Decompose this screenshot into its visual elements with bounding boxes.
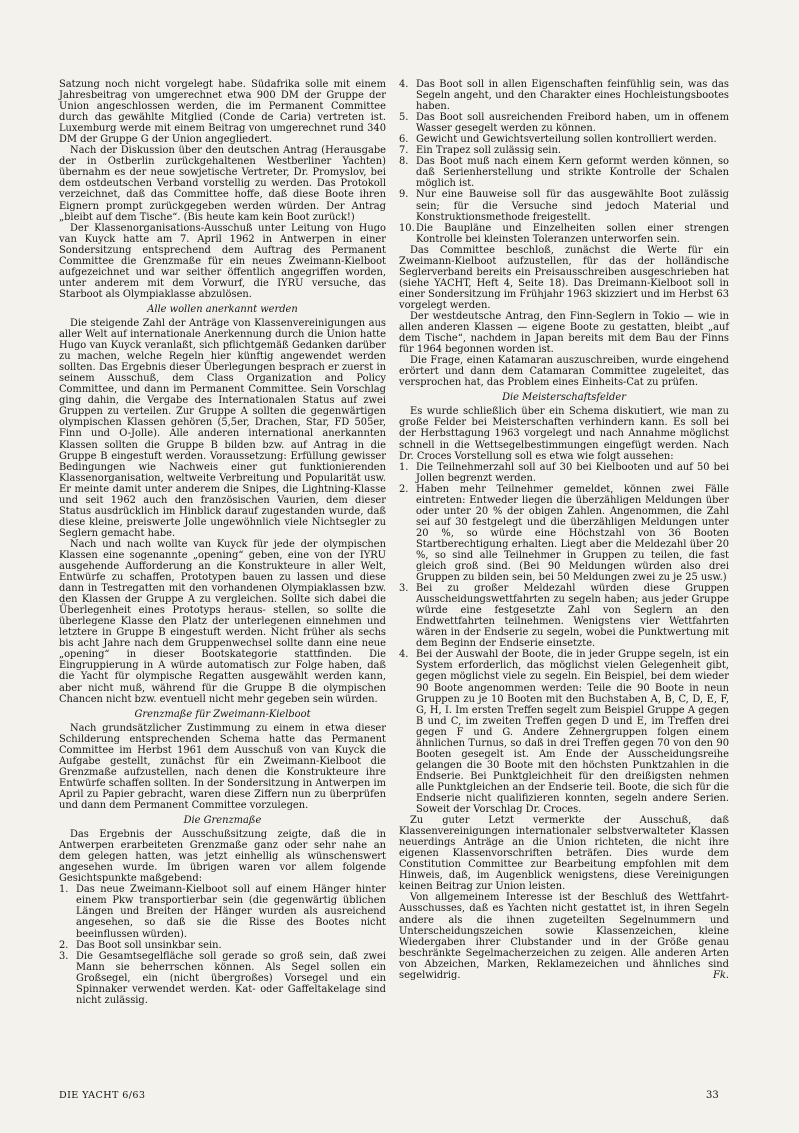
list-text: Die Baupläne und Einzelheiten sollen einer strengen Kontrolle bei kleinsten Toleranzen unterworfen sein. — [416, 222, 729, 245]
list-text: Das Boot muß nach einem Kern geformt werden können, so daß Serienherstellung und strikte Kontrolle der Schalen möglich ist. — [416, 156, 729, 190]
paragraph: Es wurde schließlich über ein Schema diskutiert, wie man zu große Felder bei Meisterschaften verhindern kann. Es soll bei der Herbsttagung 1963 vorgelegt und nach Annahme möglichst schnell in die Wettsegelbestimmungen eingefügt werden. Nach Dr. Croces Vorstellung soll es etwa wie folgt aussehen: — [399, 406, 729, 462]
list-number: 2. — [399, 483, 409, 495]
list-number: 1. — [399, 461, 409, 473]
list-item — [399, 583, 729, 649]
list-item — [399, 462, 729, 484]
list-text: Das Boot soll unsinkbar sein. — [76, 939, 222, 951]
list-number: 3. — [59, 950, 69, 962]
paragraph: Der Klassenorganisations-Ausschuß unter Leitung von Hugo van Kuyck hatte am 7. April 1962 in Antwerpen in einer Sondersitzung entsprechend dem Auftrag des Permanent Committee die Grenzmaße für ein neues Zweimann-Kielboot aufgezeichnet und war seither öffentlich angegriffen worden, unter anderem mit dem Vorwurf, die IYRU versuche, das Starboot als Olympiaklasse abzulösen. — [59, 222, 386, 300]
list-number: 5. — [399, 112, 409, 124]
list-item — [399, 649, 729, 815]
list-item — [399, 156, 729, 189]
numbered-list — [399, 79, 729, 245]
paragraph: Das Ergebnis der Ausschußsitzung zeigte, daß die in Antwerpen erarbeiteten Grenzmaße ganz oder sehr nahe an dem gelegen hatten, was jetzt einhellig als wünschenswert angesehen wurde. Im übrigen waren vor allem folgende Gesichtspunkte maßgebend: — [59, 829, 386, 885]
section-heading: Grenzmaße für Zweimann-Kielboot — [134, 708, 311, 720]
list-text: Das Boot soll ausreichenden Freibord haben, um in offenem Wasser gesegelt werden zu können. — [416, 112, 729, 135]
list-number: 9. — [399, 189, 409, 201]
numbered-list — [59, 884, 386, 1006]
list-number: 4. — [399, 649, 409, 661]
paragraph: Nach der Diskussion über den deutschen Antrag (Herausgabe der in Ostberlin zurückgehaltenen Westberliner Yachten) übernahm es der neue sowjetische Vertreter, Dr. Promyslov, bei dem ostdeutschen Verband vorstellig zu werden. Das Protokoll verzeichnet, daß das Committee hoffe, daß diese Boote ihren Eignern prompt zurückgegeben werden würden. Der Antrag „bleibt auf dem Tische“. (Bis heute kam kein Boot zurück!) — [59, 145, 386, 223]
section-heading: Alle wollen anerkannt werden — [147, 303, 298, 315]
list-text: Bei der Auswahl der Boote, die in jeder Gruppe segeln, ist ein System erforderlich, das möglichst vielen Gelegenheit gibt, gegen möglichst viele zu segeln. Ein Beispiel, bei dem wieder 90 Boote angenommen werden: Teile die 90 Boote in neun Gruppen zu je 10 Booten mit den Buchstaben A, B, C, D, E, F, G, H, I. Im ersten Treffen segelt zum Beispiel Gruppe A gegen B und C, im zweiten Treffen gegen D und E, im Treffen drei gegen F und G. Andere Zehnergruppen folgen einem ähnlichen Turnus, so daß in drei Treffen gegen 70 von den 90 Booten gesegelt ist. Am Ende der Ausscheidungsreihe gelangen die 30 Boote mit den höchsten Punktzahlen in die Endserie. Bei Punktgleichheit für den dreißigsten nehmen alle Punktgleichen an der Endserie teil. Boote, die sich für die Endserie nicht qualifizieren konnten, segeln andere Serien. Soweit der Vorschlag Dr. Croces. — [416, 649, 729, 816]
list-item — [59, 951, 386, 1006]
list-item — [399, 79, 729, 112]
list-item — [59, 940, 386, 951]
list-number: 8. — [399, 156, 409, 168]
author-signature: Fk. — [713, 969, 729, 981]
paragraph: Zu guter Letzt vermerkte der Ausschuß, daß Klassenvereinigungen internationaler selbstverwalteter Klassen neuerdings Anträge an die Union richteten, die nicht ihre eigenen Klassenvorschriften beträfen. Dies wurde dem Constitution Committee zur Bearbeitung empfohlen mit dem Hinweis, daß, im Augenblick wenigstens, diese Vereinigungen keinen Beitrag zur Union leisten. — [399, 815, 729, 893]
section-heading: Die Grenzmaße — [183, 815, 262, 827]
section-heading: Die Meisterschaftsfelder — [502, 392, 626, 404]
paragraph: Die steigende Zahl der Anträge von Klassenvereinigungen aus aller Welt auf internationale Anerkennung durch die Union hatte Hugo van Kuyck veranlaßt, sich pflichtgemäß Gedanken darüber zu machen, welche Regeln hier künftig angewendet werden sollten. Das Ergebnis dieser Überlegungen besprach er zuerst in seinem Ausschuß, dem Class Organization and Policy Committee, und dann im Permanent Committee. Sein Vorschlag ging dahin, die Vergabe des Internationalen Status auf zwei Gruppen zu verteilen. Zur Gruppe A sollten die gegenwärtigen olympischen Klassen gehören (5,5er, Drachen, Star, FD 505er, Finn und O-Jolle). Alle anderen international anerkannten Klassen sollten die Gruppe B bilden bzw. auf Antrag in die Gruppe B eingestuft werden. Voraussetzung: Erfüllung gewisser Bedingungen wie Nachweis einer gut funktionierenden Klassenorganisation, weltweite Verbreitung und Popularität usw. Er meinte damit unter anderem die Snipes, die Lightning-Klasse und seit 1962 auch den französischen Vaurien, dem dieser Status ausdrücklich im Hinblick darauf zugestanden wurde, daß diese kleine, preiswerte Jolle ungewöhnlich viele Nichtsegler zu Seglern gemacht habe. — [59, 317, 386, 539]
list-item — [399, 189, 729, 222]
numbered-list — [399, 462, 729, 816]
list-item — [399, 112, 729, 134]
list-number: 10. — [399, 222, 415, 234]
paragraph: Nach grundsätzlicher Zustimmung zu einem in etwa dieser Schilderung entsprechenden Schema hatte das Permanent Committee im Herbst 1961 dem Ausschuß von van Kuyck die Aufgabe gestellt, zunächst für ein Zweimann-Kielboot die Grenzmaße aufzustellen, nach denen die Konstrukteure ihre Entwürfe schaffen sollten. In der Sondersitzung in Antwerpen im April zu Papier gebracht, waren diese Ziffern nun zu überprüfen und dann dem Permanent Committee vorzulegen. — [59, 722, 386, 811]
list-text: Die Teilnehmerzahl soll auf 30 bei Kielbooten und auf 50 bei Jollen begrenzt werden. — [416, 461, 729, 484]
right-column — [399, 79, 729, 981]
left-column — [59, 79, 386, 1006]
list-text: Gewicht und Gewichtsverteilung sollen kontrolliert werden. — [416, 134, 717, 146]
paragraph: Nach und nach wollte van Kuyck für jede der olympischen Klassen eine sogenannte „opening“ geben, eine von der IYRU ausgehende Aufforderung an die Konstrukteure in aller Welt, Entwürfe zu schaffen, Prototypen bauen zu lassen und diese dann in Testregatten mit den vorhandenen Olympiaklassen bzw. den Klassen der Gruppe A zu vergleichen. Sollte sich dabei die Überlegenheit eines Prototyps heraus- stellen, so sollte die überlegene Klasse den Platz der unterlegenen einnehmen und letztere in Gruppe B eingestuft werden. Nicht früher als sechs bis acht Jahre nach dem Gruppenwechsel sollte dann eine neue „opening“ in dieser Bootskategorie stattfinden. Die Eingruppierung in A würde automatisch zur Folge haben, daß die Yacht für olympische Regatten ausgewählt werden kann, aber nicht muß, während für die Gruppe B die olympischen Chancen nicht bzw. eventuell nicht mehr gegeben sein würden. — [59, 538, 386, 705]
list-number: 6. — [399, 134, 409, 146]
list-number: 4. — [399, 79, 409, 90]
list-text: Die Gesamtsegelfläche soll gerade so groß sein, daß zwei Mann sie beherrschen können. Als Segel sollen ein Großsegel, ein (nicht übergroßes) Vorsegel und ein Spinnaker verwendet werden. Kat- oder Gaffeltakelage sind nicht zulässig. — [76, 950, 386, 1006]
list-text: Das Boot soll in allen Eigenschaften feinfühlig sein, was das Segeln angeht, und den Charakter eines Hochleistungsbootes haben. — [416, 79, 729, 113]
list-item — [399, 484, 729, 583]
list-text: Ein Trapez soll zulässig sein. — [416, 145, 561, 157]
list-item — [399, 134, 729, 145]
list-item — [59, 884, 386, 939]
paragraph: Von allgemeinem Interesse ist der Beschluß des Wettfahrt-Ausschusses, daß es Yachten nicht gestattet ist, in ihren Segeln andere als die ihnen zugeteilten Segelnummern und Unterscheidungszeichen sowie Klassenzeichen, kleine Wiedergaben ihrer Clubstander und in der Größe genau beschränkte Segelmacherzeichen zu zeigen. Alle anderen Arten von Abzeichen, Marken, Reklamezeichen und ähnliches sind segelwidrig. — [399, 892, 729, 981]
list-item — [399, 223, 729, 245]
list-item — [399, 145, 729, 156]
list-text: Haben mehr Teilnehmer gemeldet, können zwei Fälle eintreten: Entweder liegen die überzähligen Meldungen über oder unter 20 % der obigen Zahlen. Angenommen, die Zahl sei auf 30 festgelegt und die überzähligen Meldungen unter 20 %, so würde eine Höchstzahl von 36 Booten Startberechtigung erhalten. Liegt aber die Meldezahl über 20 %, so sind alle Teilnehmer in Gruppen zu teilen, die fast gleich groß sind. (Bei 90 Meldungen würden also drei Gruppen zu bilden sein, bei 50 Meldungen zwei zu je 25 usw.) — [416, 483, 729, 584]
list-text: Das neue Zweimann-Kielboot soll auf einem Hänger hinter einem Pkw transportierbar sein (die gegenwärtig üblichen Längen und Breiten der Hänger wurden als ausreichend angesehen, so daß sie die Risse des Bootes nicht beeinflussen würden). — [76, 884, 386, 940]
paragraph: Das Committee beschloß, zunächst die Werte für ein Zweimann-Kielboot aufzustellen, für das der holländische Seglerverband bereits ein Preisausschreiben ausgeschrieben hat (siehe YACHT, Heft 4, Seite 18). Das Dreimann-Kielboot soll in einer Sondersitzung im Frühjahr 1963 skizziert und im Herbst 63 vorgelegt werden. — [399, 244, 729, 311]
list-text: Bei zu großer Meldezahl würden diese Gruppen Ausscheidungswettfahrten zu segeln haben; aus jeder Gruppe würde eine festgesetzte Zahl von Seglern an den Endwettfahrten teilnehmen. Wenigstens vier Wettfahrten wären in der Endserie zu segeln, wobei die Punktwertung mit dem Beginn der Endserie einsetzte. — [416, 583, 729, 650]
list-number: 2. — [59, 939, 69, 951]
list-number: 1. — [59, 884, 69, 896]
list-number: 7. — [399, 145, 409, 157]
footer-magazine-issue: DIE YACHT 6/63 — [59, 1090, 146, 1101]
page-number: 33 — [706, 1090, 719, 1101]
paragraph: Die Frage, einen Katamaran auszuschreiben, wurde eingehend erörtert und dann dem Catamaran Committee zugeleitet, das versprochen hat, das Problem eines Einheits-Cat zu prüfen. — [399, 355, 729, 389]
paragraph: Der westdeutsche Antrag, den Finn-Seglern in Tokio — wie in allen anderen Klassen — eigene Boote zu gestatten, bleibt „auf dem Tische“, nachdem in Japan bereits mit dem Bau der Finns für 1964 begonnen worden ist. — [399, 310, 729, 356]
list-number: 3. — [399, 583, 409, 595]
paragraph: Satzung noch nicht vorgelegt habe. Südafrika solle mit einem Jahresbeitrag von umgerechnet etwa 900 DM der Gruppe der Union angeschlossen werden, die im Permanent Committee durch das gewählte Mitglied (Conde de Caria) vertreten ist. Luxemburg werde mit einem Beitrag von umgerechnet rund 340 DM der Gruppe G der Union angegliedert. — [59, 79, 386, 146]
list-text: Nur eine Bauweise soll für das ausgewählte Boot zulässig sein; für die Versuche sind jedoch Material und Konstruktionsmethode freigestellt. — [416, 189, 729, 223]
